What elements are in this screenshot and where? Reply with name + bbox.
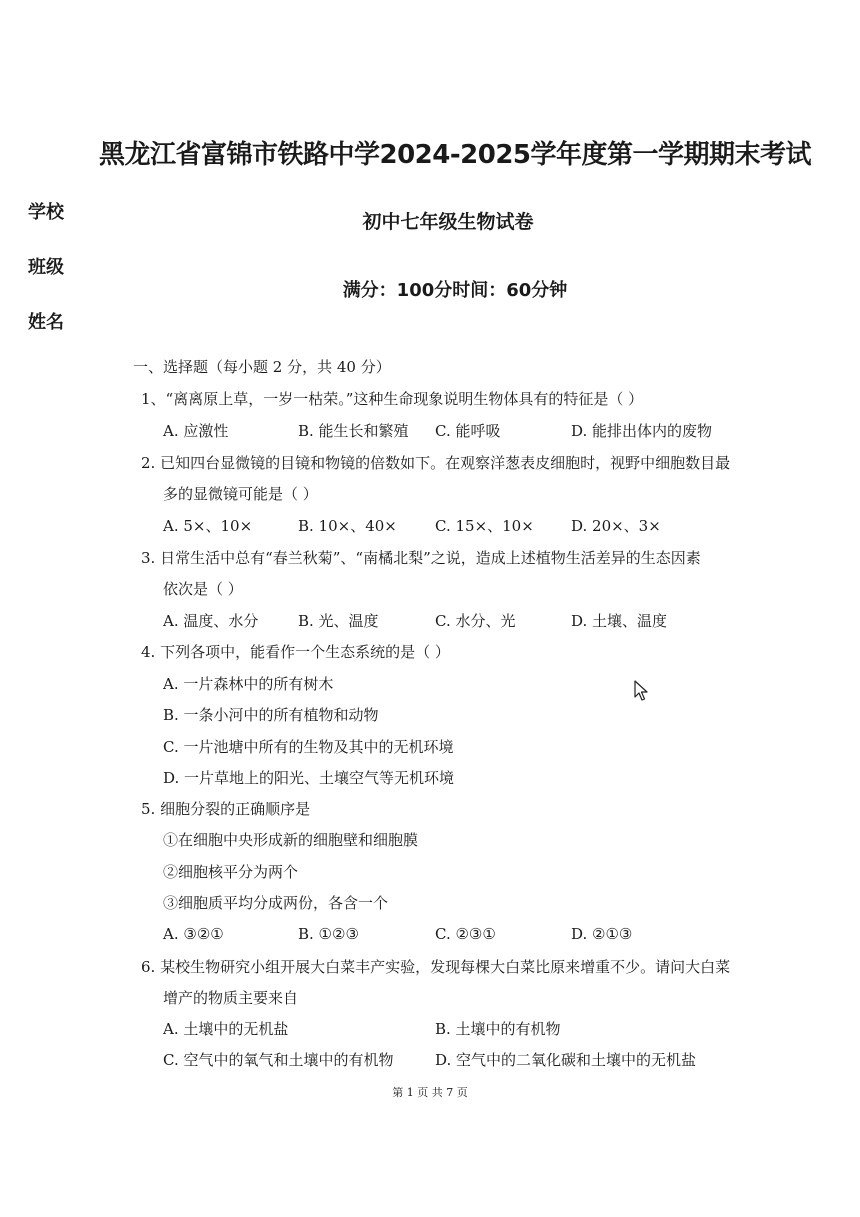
question-stem-continued: 增产的物质主要来自 <box>163 989 299 1007</box>
question-stem: 日常生活中总有“春兰秋菊”、“南橘北梨”之说，造成上述植物生活差异的生态因素 <box>160 549 701 567</box>
question-3 <box>141 547 701 568</box>
option-a: A. 应激性 <box>163 422 229 440</box>
section-heading: 一、选择题（每小题 2 分，共 40 分） <box>133 358 391 376</box>
option-a: A. 土壤中的无机盐 <box>163 1020 289 1038</box>
page-footer: 第 1 页 共 7 页 <box>392 1086 468 1099</box>
question-stem-continued: 多的显微镜可能是（ ） <box>163 485 318 503</box>
option-a: A. 一片森林中的所有树木 <box>163 675 334 693</box>
option-c: C. 能呼吸 <box>435 422 501 440</box>
option-d: D. 一片草地上的阳光、土壤空气等无机环境 <box>163 769 455 787</box>
question-4 <box>141 641 450 662</box>
score-time-info: 满分：100分时间：60分钟 <box>342 280 568 301</box>
question-stem: 下列各项中，能看作一个生态系统的是（ ） <box>160 643 450 661</box>
option-c: C. 水分、光 <box>435 612 516 630</box>
option-b: B. 能生长和繁殖 <box>298 422 409 440</box>
option-b: B. 一条小河中的所有植物和动物 <box>163 706 379 724</box>
option-a: A. ③②① <box>163 925 224 943</box>
option-b: B. 光、温度 <box>298 612 379 630</box>
question-2 <box>141 452 730 473</box>
question-stem: 某校生物研究小组开展大白菜丰产实验，发现每棵大白菜比原来增重不少。请问大白菜 <box>160 958 731 976</box>
question-6 <box>141 956 730 977</box>
option-b: B. 10×、40× <box>298 517 397 535</box>
option-d: D. 20×、3× <box>571 517 661 535</box>
question-stem-continued: 依次是（ ） <box>163 580 243 598</box>
question-number: 1、 <box>141 390 166 408</box>
option-a: A. 温度、水分 <box>163 612 259 630</box>
option-c: C. 空气中的氧气和土壤中的有机物 <box>163 1051 394 1069</box>
question-number: 5. <box>141 800 156 818</box>
option-d: D. ②①③ <box>571 925 633 943</box>
school-label: 学校 <box>28 202 64 223</box>
option-d: D. 土壤、温度 <box>571 612 668 630</box>
option-c: C. ②③① <box>435 925 496 943</box>
question-stem: 细胞分裂的正确顺序是 <box>160 800 311 818</box>
question-stem: 已知四台显微镜的目镜和物镜的倍数如下。在观察洋葱表皮细胞时，视野中细胞数目最 <box>160 454 731 472</box>
exam-title: 黑龙江省富锦市铁路中学2024-2025学年度第一学期期末考试 <box>98 140 812 170</box>
option-d: D. 空气中的二氧化碳和土壤中的无机盐 <box>435 1051 697 1069</box>
statement-3: ③细胞质平均分成两份，各含一个 <box>163 894 389 912</box>
option-c: C. 15×、10× <box>435 517 534 535</box>
question-number: 6. <box>141 958 156 976</box>
question-number: 4. <box>141 643 156 661</box>
name-label: 姓名 <box>28 312 64 333</box>
option-b: B. 土壤中的有机物 <box>435 1020 561 1038</box>
question-number: 2. <box>141 454 156 472</box>
statement-2: ②细胞核平分为两个 <box>163 863 299 881</box>
statement-1: ①在细胞中央形成新的细胞壁和细胞膜 <box>163 831 419 849</box>
question-number: 3. <box>141 549 156 567</box>
exam-subtitle: 初中七年级生物试卷 <box>362 211 534 233</box>
mouse-pointer-icon <box>634 680 650 702</box>
class-label: 班级 <box>28 257 64 278</box>
option-a: A. 5×、10× <box>163 517 253 535</box>
question-1 <box>141 388 643 409</box>
option-b: B. ①②③ <box>298 925 359 943</box>
option-c: C. 一片池塘中所有的生物及其中的无机环境 <box>163 738 454 756</box>
option-d: D. 能排出体内的废物 <box>571 422 713 440</box>
question-5 <box>141 798 310 819</box>
question-stem: “离离原上草，一岁一枯荣。”这种生命现象说明生物体具有的特征是（ ） <box>165 390 644 408</box>
